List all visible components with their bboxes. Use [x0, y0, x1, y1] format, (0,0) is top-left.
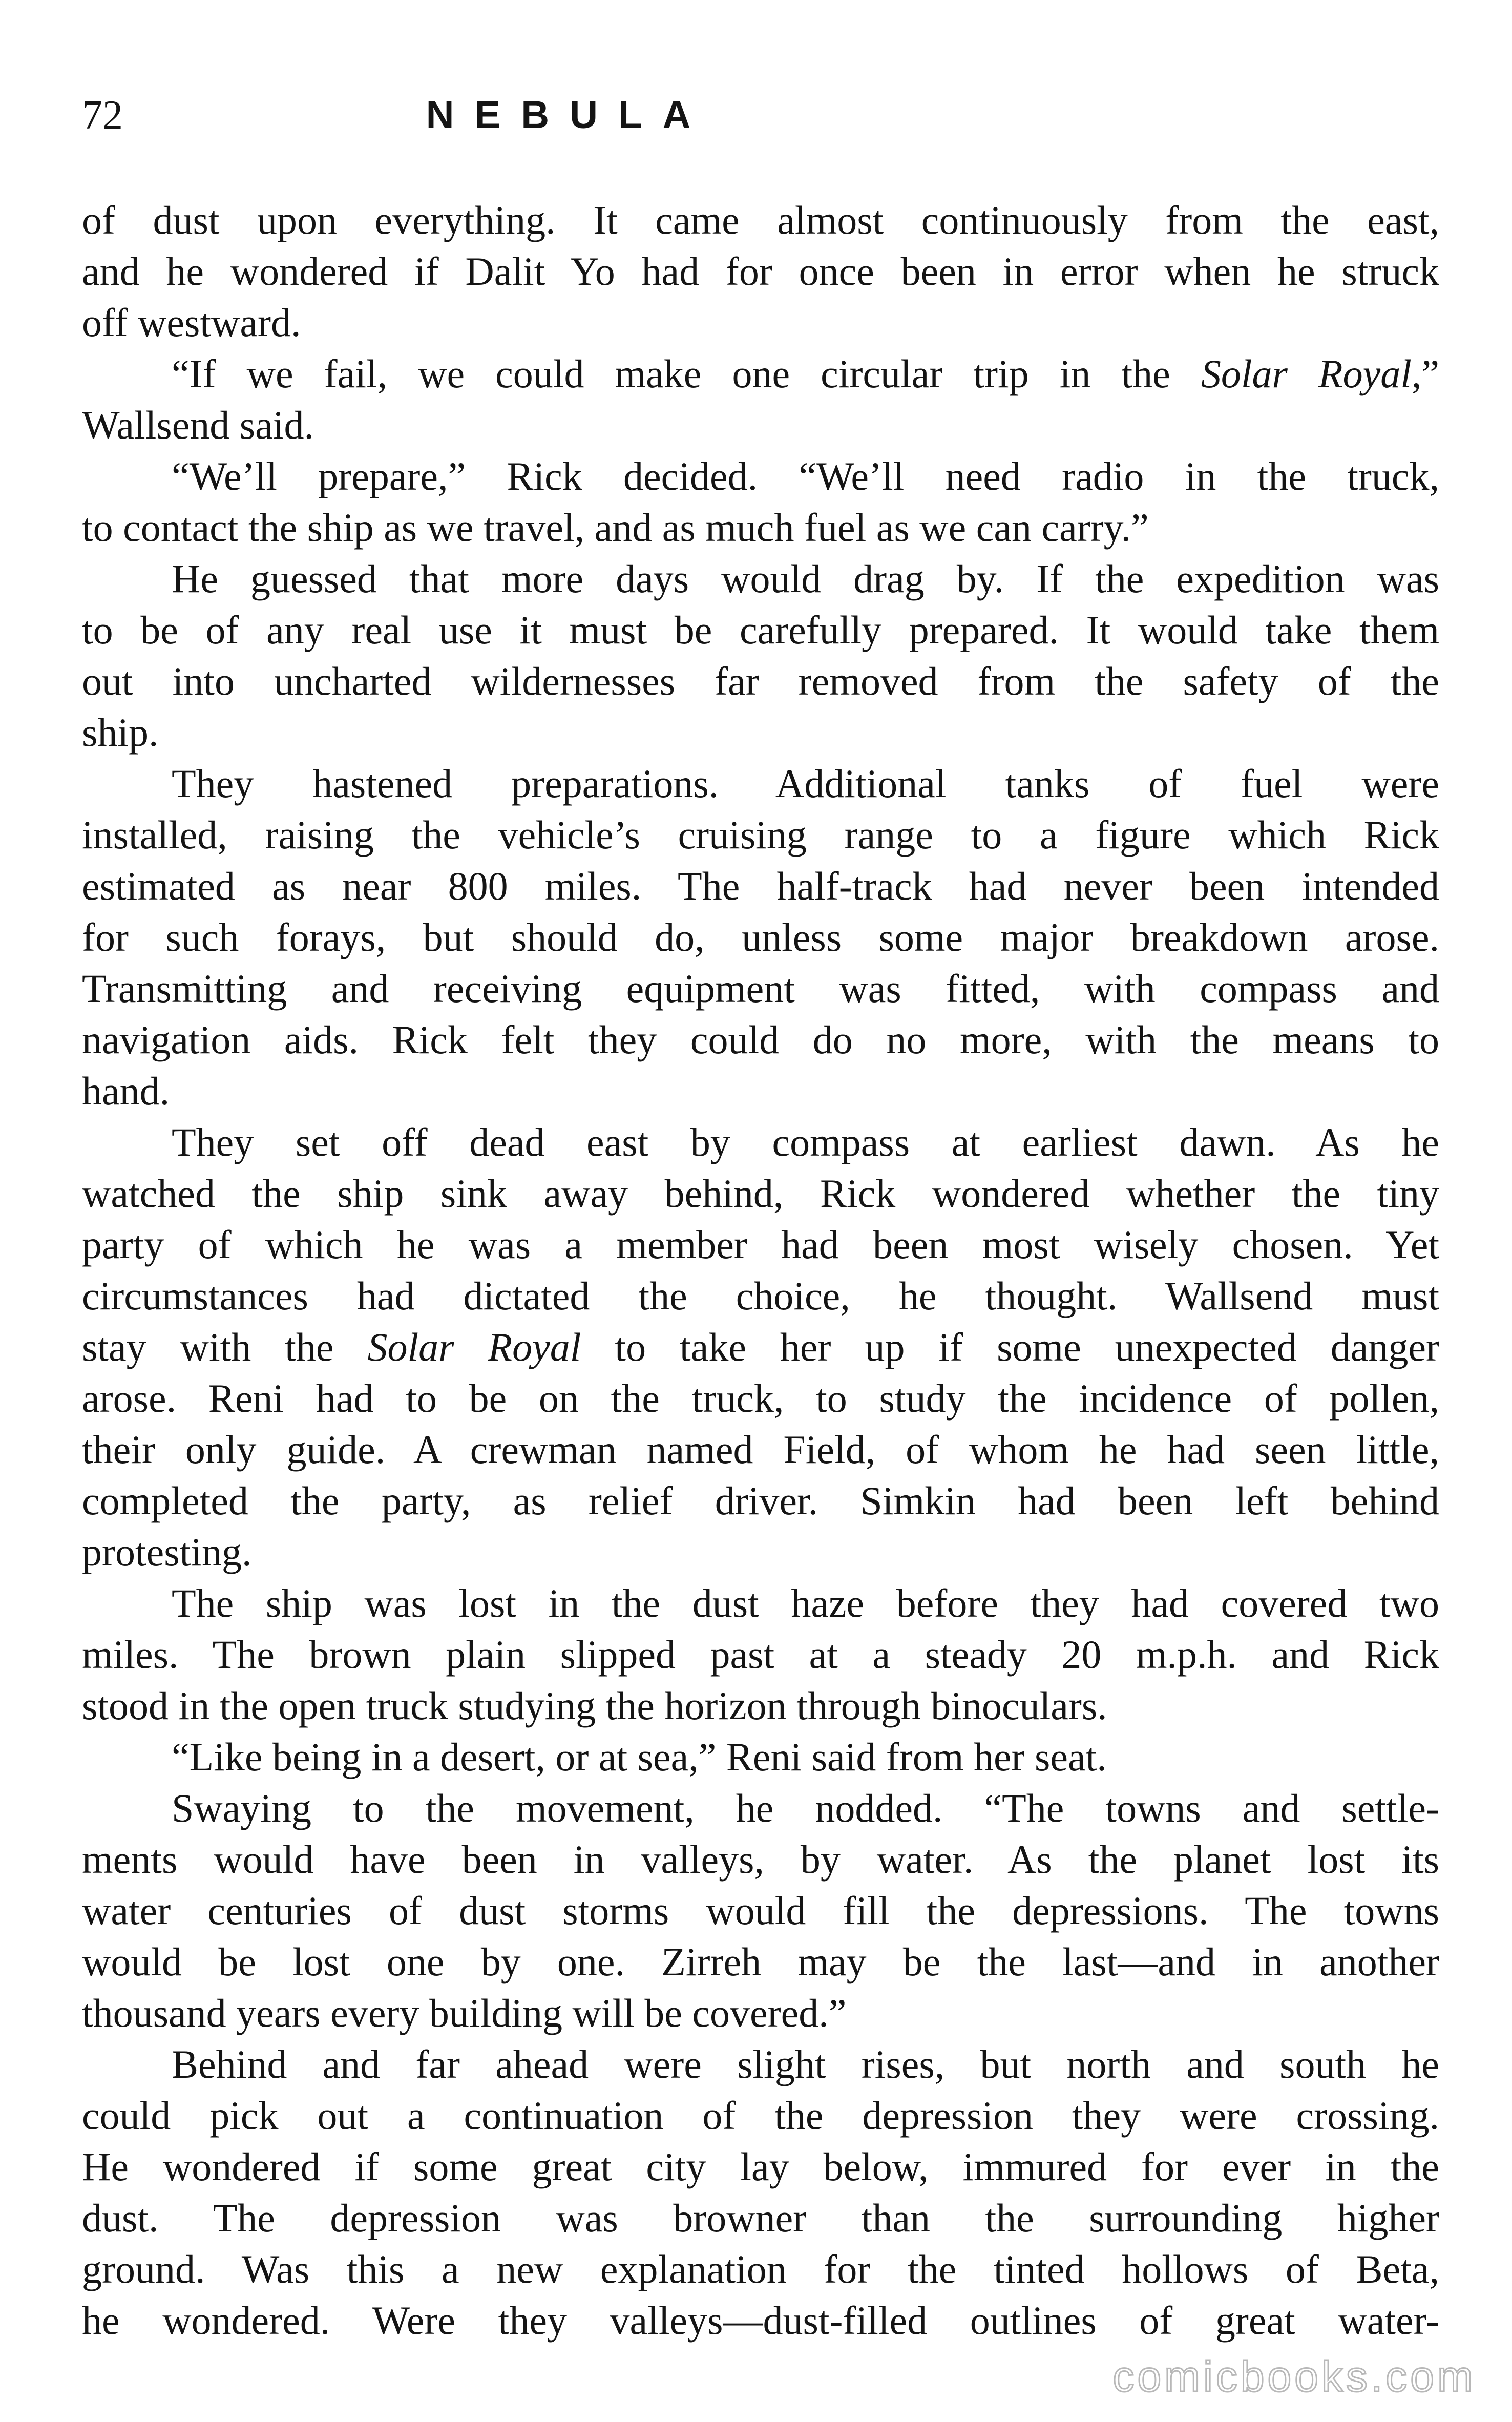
text-line: “Like being in a desert, or at sea,” Reni said from her seat.: [172, 1735, 1107, 1779]
text-line: of dust upon everything. It came almost continuously from the east,: [82, 198, 1439, 242]
text-line: Transmitting and receiving equipment was fitted, with compass and: [82, 966, 1439, 1011]
text-line: to be of any real use it must be carefully prepared. It would take them: [82, 608, 1439, 652]
text-line: He wondered if some great city lay below, immured for ever in the: [82, 2144, 1439, 2189]
text-line: Swaying to the movement, he nodded. “The towns and settle-: [172, 1786, 1439, 1830]
text-line: water centuries of dust storms would fill the depressions. The towns: [82, 1888, 1439, 1933]
text-line: dust. The depression was browner than the surrounding higher: [82, 2196, 1439, 2240]
text-line: ship.: [82, 710, 159, 755]
text-line: their only guide. A crewman named Field, of whom he had seen little,: [82, 1427, 1439, 1472]
text-line: estimated as near 800 miles. The half-track had never been intended: [82, 864, 1439, 908]
text-line: ground. Was this a new explanation for the tinted hollows of Beta,: [82, 2247, 1439, 2291]
text-line: completed the party, as relief driver. Simkin had been left behind: [82, 1478, 1439, 1523]
text-line: They set off dead east by compass at earliest dawn. As he: [172, 1120, 1439, 1164]
page-header: [82, 90, 1434, 151]
text-line: miles. The brown plain slipped past at a steady 20 m.p.h. and Rick: [82, 1632, 1439, 1677]
text-line: Behind and far ahead were slight rises, but north and south he: [172, 2042, 1439, 2086]
text-line: and he wondered if Dalit Yo had for once been in error when he struck: [82, 249, 1439, 294]
text-line: navigation aids. Rick felt they could do no more, with the means to: [82, 1017, 1439, 1062]
text-line: out into uncharted wildernesses far removed from the safety of the: [82, 659, 1439, 703]
text-line: could pick out a continuation of the depression they were crossing.: [82, 2093, 1439, 2138]
page-number: 72: [82, 93, 123, 138]
text-line: party of which he was a member had been most wisely chosen. Yet: [82, 1222, 1439, 1267]
text-line: he wondered. Were they valleys—dust-filled outlines of great water-: [82, 2298, 1439, 2343]
text-line: They hastened preparations. Additional tanks of fuel were: [172, 761, 1439, 806]
text-line: protesting.: [82, 1530, 252, 1574]
text-line: for such forays, but should do, unless some major breakdown arose.: [82, 915, 1439, 959]
body-text: [82, 195, 1439, 2346]
text-line: stood in the open truck studying the horizon through binoculars.: [82, 1683, 1107, 1728]
text-line: circumstances had dictated the choice, he thought. Wallsend must: [82, 1273, 1439, 1318]
text-line: would be lost one by one. Zirreh may be the last—and in another: [82, 1939, 1439, 1984]
watermark: comicbooks.com: [1112, 2352, 1476, 2400]
text-line: installed, raising the vehicle’s cruising range to a figure which Rick: [82, 812, 1439, 857]
text-line: “We’ll prepare,” Rick decided. “We’ll need radio in the truck,: [172, 454, 1439, 498]
text-line: to contact the ship as we travel, and as much fuel as we can carry.”: [82, 505, 1149, 550]
text-line: off westward.: [82, 300, 301, 345]
text-line: He guessed that more days would drag by. If the expedition was: [172, 556, 1439, 601]
text-line: arose. Reni had to be on the truck, to study the incidence of pollen,: [82, 1376, 1439, 1421]
running-title: NEBULA: [426, 93, 711, 137]
text-line: stay with the Solar Royal to take her up if some unexpected danger: [82, 1325, 1439, 1369]
text-line: Wallsend said.: [82, 403, 314, 447]
text-line: thousand years every building will be covered.”: [82, 1991, 847, 2035]
text-line: “If we fail, we could make one circular trip in the Solar Royal,”: [172, 351, 1439, 396]
text-line: watched the ship sink away behind, Rick wondered whether the tiny: [82, 1171, 1439, 1216]
text-line: hand.: [82, 1069, 170, 1113]
text-line: ments would have been in valleys, by water. As the planet lost its: [82, 1837, 1439, 1882]
text-line: The ship was lost in the dust haze before they had covered two: [172, 1581, 1439, 1625]
